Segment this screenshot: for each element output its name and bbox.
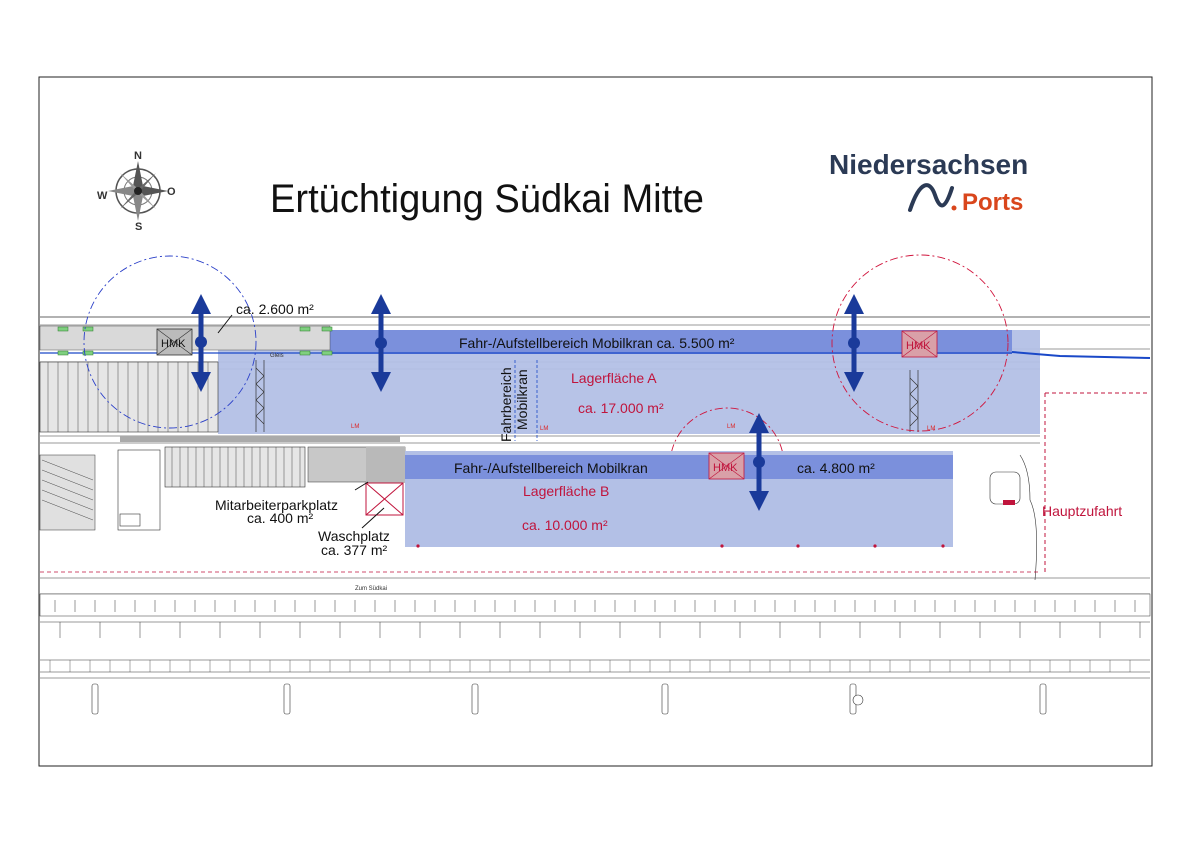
compass-o: O	[167, 186, 176, 198]
svg-text:LM: LM	[927, 426, 936, 432]
label-mobilkran-top: Fahr-/Aufstellbereich Mobilkran ca. 5.500 m²	[459, 335, 735, 351]
street-label: Zum Südkai	[355, 586, 388, 592]
label-lager-b: Lagerfläche B	[523, 483, 610, 499]
logo-line1: Niedersachsen	[829, 149, 1029, 180]
label-waschplatz: Waschplatz	[318, 528, 390, 544]
label-lager-a-size: ca. 17.000 m²	[578, 400, 664, 416]
hmk-crane-left	[157, 329, 192, 355]
label-lager-b-size: ca. 10.000 m²	[522, 517, 608, 533]
waschplatz-marker	[366, 483, 403, 515]
label-fahrbereich-2: Mobilkran	[514, 369, 530, 430]
gleis-label: Gleis	[270, 353, 284, 359]
label-parkplatz-size: ca. 400 m²	[247, 510, 314, 526]
label-fahrbereich-1: Fahrbereich	[498, 367, 514, 442]
svg-text:HMK: HMK	[713, 462, 738, 474]
label-area-2600: ca. 2.600 m²	[236, 301, 314, 317]
label-parkplatz: Mitarbeiterparkplatz	[215, 497, 338, 513]
svg-text:LM: LM	[351, 424, 360, 430]
label-mobilkran-bottom: Fahr-/Aufstellbereich Mobilkran	[454, 460, 648, 476]
compass-w: W	[97, 190, 108, 202]
svg-text:LM: LM	[540, 426, 549, 432]
logo-dot-icon	[952, 206, 957, 211]
hmk-crane-right	[902, 331, 937, 357]
svg-text:LM: LM	[727, 424, 736, 430]
label-hauptzufahrt: Hauptzufahrt	[1042, 503, 1123, 519]
page-title: Ertüchtigung Südkai Mitte	[270, 177, 704, 221]
compass-s: S	[135, 221, 143, 233]
logo-line2: Ports	[962, 189, 1024, 216]
compass-n: N	[134, 150, 142, 162]
label-waschplatz-size: ca. 377 m²	[321, 542, 388, 558]
label-lager-a: Lagerfläche A	[571, 370, 657, 386]
hmk-crane-middle	[709, 453, 744, 479]
svg-text:HMK: HMK	[906, 340, 931, 352]
svg-text:HMK: HMK	[161, 338, 186, 350]
label-mobilkran-bottom-size: ca. 4.800 m²	[797, 460, 875, 476]
